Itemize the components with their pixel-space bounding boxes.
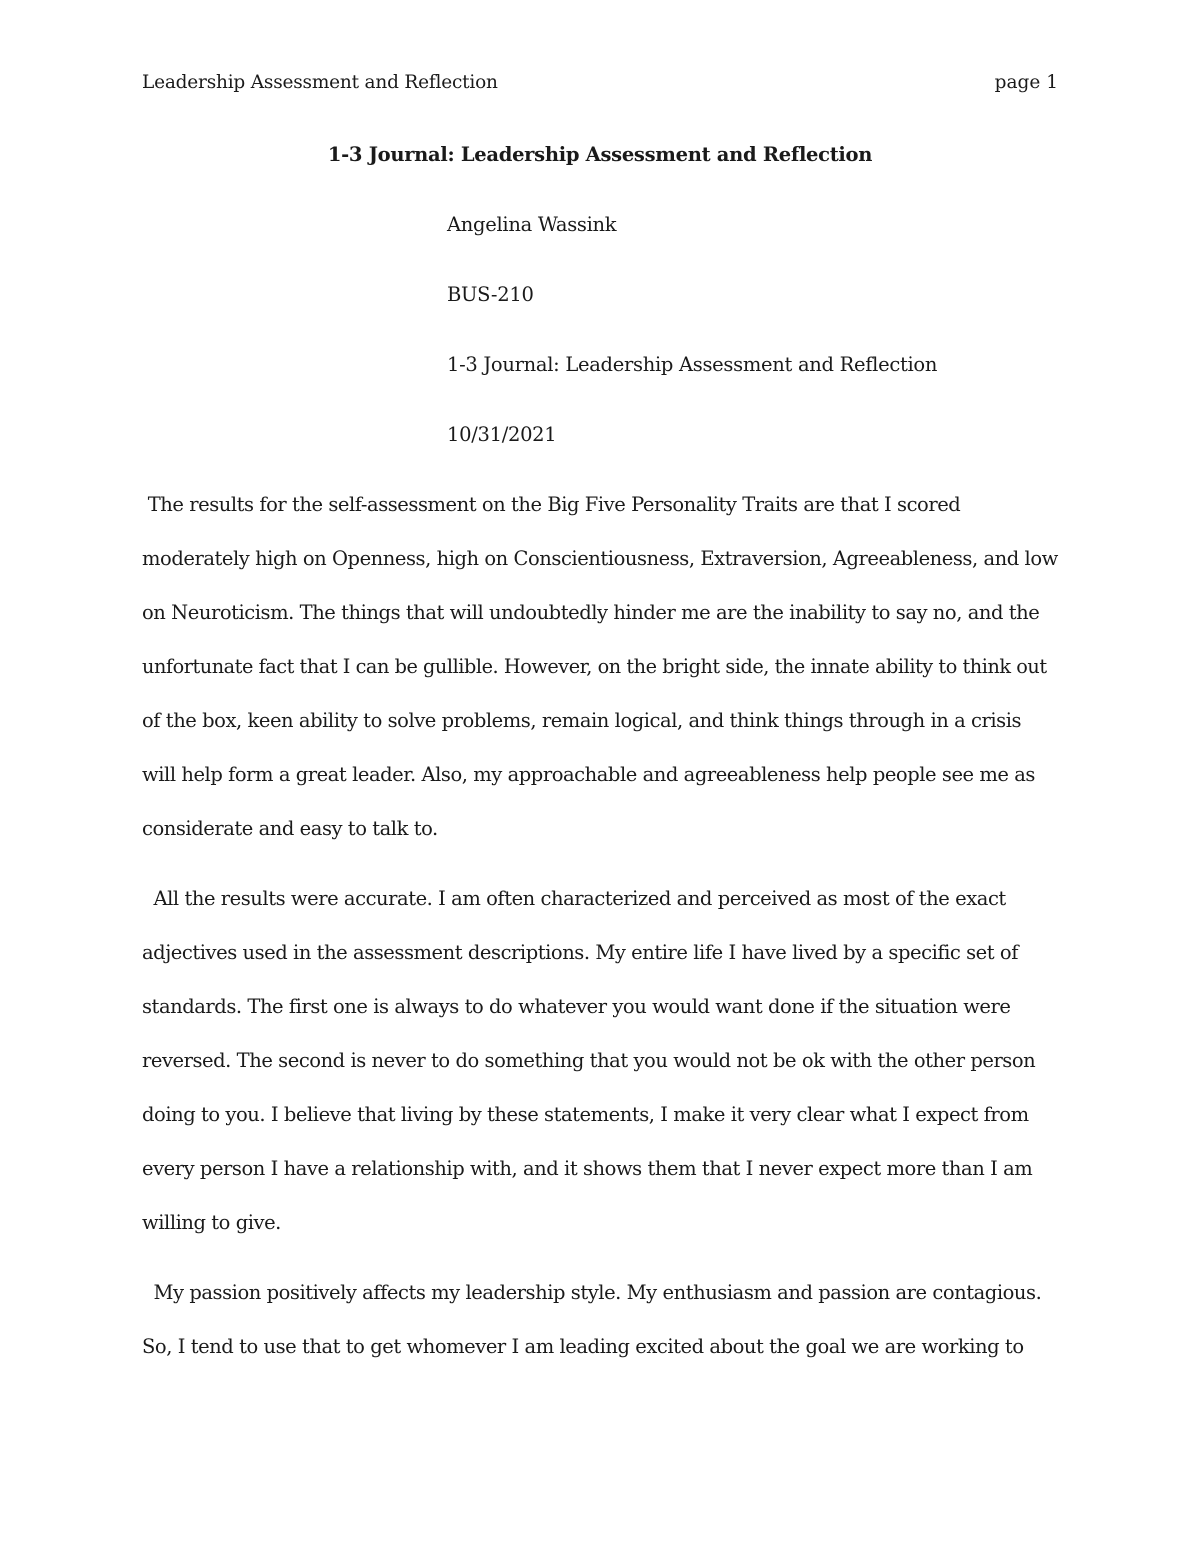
submission-date: 10/31/2021 bbox=[447, 423, 557, 446]
running-head: Leadership Assessment and Reflection bbox=[142, 72, 498, 93]
author-name: Angelina Wassink bbox=[447, 213, 617, 236]
document-title: 1-3 Journal: Leadership Assessment and Reflection bbox=[327, 143, 873, 166]
body-line: My passion positively affects my leadership style. My enthusiasm and passion are contagious. bbox=[142, 1281, 1042, 1304]
course-code: BUS-210 bbox=[447, 283, 534, 306]
body-line: considerate and easy to talk to. bbox=[142, 817, 438, 840]
body-line: adjectives used in the assessment descriptions. My entire life I have lived by a specific set of bbox=[142, 941, 1018, 964]
body-line: will help form a great leader. Also, my approachable and agreeableness help people see me as bbox=[142, 763, 1035, 786]
body-line: reversed. The second is never to do something that you would not be ok with the other person bbox=[142, 1049, 1036, 1072]
page-number: page 1 bbox=[994, 72, 1058, 93]
assignment-name: 1-3 Journal: Leadership Assessment and Reflection bbox=[447, 353, 938, 376]
body-line: moderately high on Openness, high on Conscientiousness, Extraversion, Agreeableness, and low bbox=[142, 547, 1058, 570]
body-line: of the box, keen ability to solve problems, remain logical, and think things through in a crisis bbox=[142, 709, 1022, 732]
body-line: on Neuroticism. The things that will undoubtedly hinder me are the inability to say no, and the bbox=[142, 601, 1040, 624]
body-line: every person I have a relationship with, and it shows them that I never expect more than I am bbox=[142, 1157, 1033, 1180]
body-line: So, I tend to use that to get whomever I am leading excited about the goal we are working to bbox=[142, 1335, 1024, 1358]
body-line: unfortunate fact that I can be gullible. However, on the bright side, the innate ability to think out bbox=[142, 655, 1047, 678]
body-line: willing to give. bbox=[142, 1211, 281, 1234]
body-line: The results for the self-assessment on the Big Five Personality Traits are that I scored bbox=[142, 493, 961, 516]
body-line: standards. The first one is always to do whatever you would want done if the situation were bbox=[142, 995, 1011, 1018]
body-line: All the results were accurate. I am often characterized and perceived as most of the exact bbox=[142, 887, 1006, 910]
body-line: doing to you. I believe that living by these statements, I make it very clear what I expect from bbox=[142, 1103, 1029, 1126]
